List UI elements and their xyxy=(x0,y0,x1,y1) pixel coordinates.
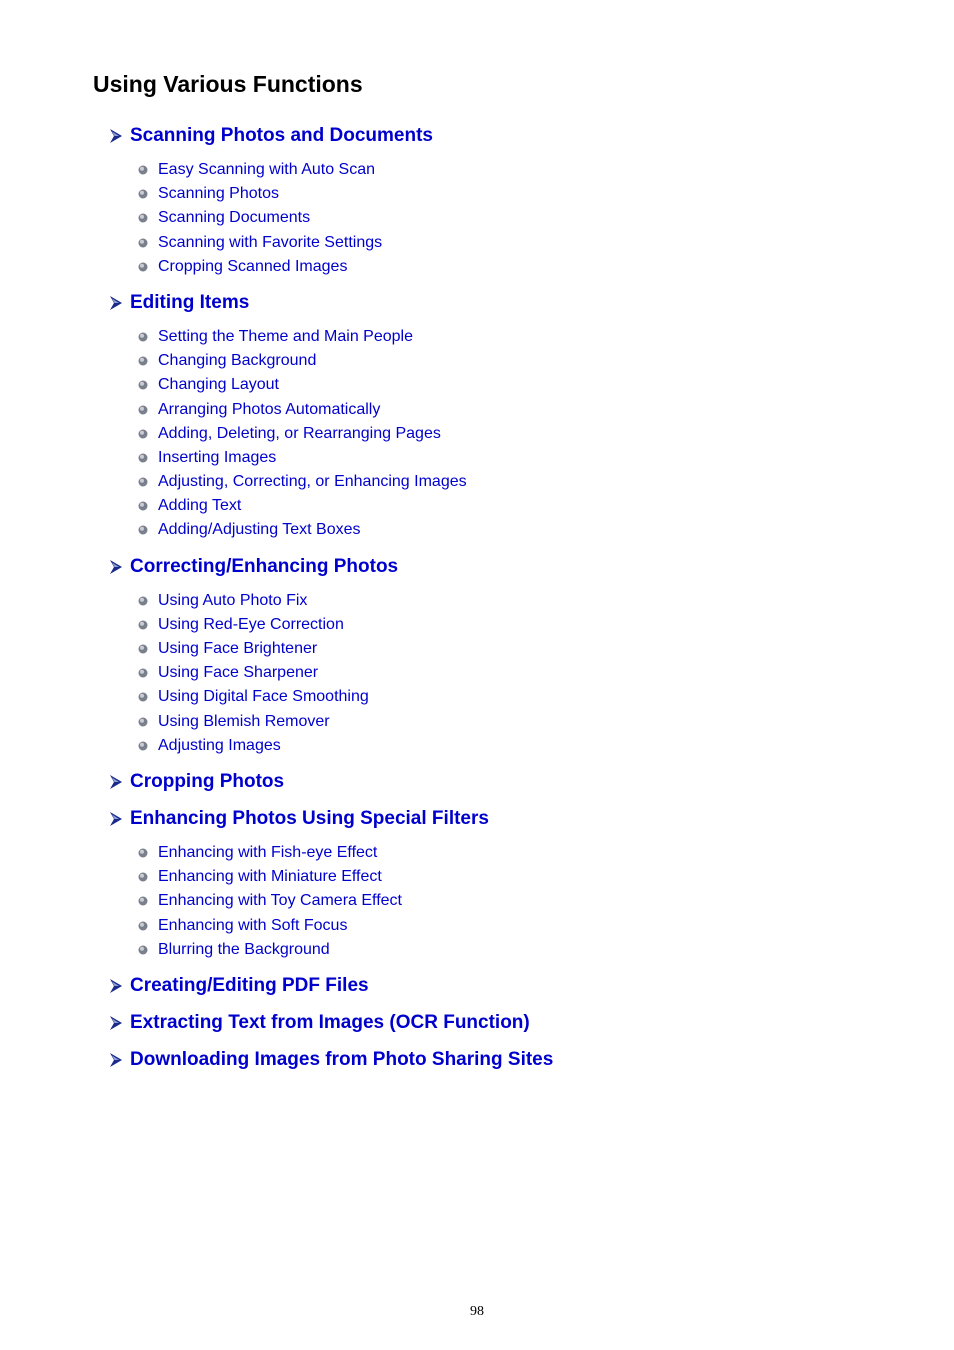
page-number: 98 xyxy=(470,1304,484,1319)
list-item xyxy=(0,841,954,865)
list-item xyxy=(0,494,954,518)
list-item xyxy=(0,422,954,446)
toc-section xyxy=(0,768,954,796)
round-bullet-icon xyxy=(138,741,148,751)
list-item xyxy=(0,865,954,889)
round-bullet-icon xyxy=(138,848,148,858)
round-bullet-icon xyxy=(138,262,148,272)
chevron-right-icon xyxy=(109,1052,123,1068)
section-item-list xyxy=(0,589,954,758)
chevron-right-icon xyxy=(109,295,123,311)
chevron-right-icon xyxy=(109,1015,123,1031)
section-link[interactable]: Cropping Photos xyxy=(130,770,285,792)
item-link[interactable]: Scanning Documents xyxy=(158,209,311,227)
section-item-list xyxy=(0,158,954,279)
round-bullet-icon xyxy=(138,644,148,654)
list-item xyxy=(0,661,954,685)
item-link[interactable]: Cropping Scanned Images xyxy=(158,257,348,275)
item-link[interactable]: Adjusting Images xyxy=(158,736,281,754)
list-item xyxy=(0,938,954,962)
list-item xyxy=(0,398,954,422)
item-link[interactable]: Using Face Brightener xyxy=(158,640,318,657)
round-bullet-icon xyxy=(138,380,148,390)
section-heading xyxy=(0,122,954,150)
list-item xyxy=(0,734,954,758)
round-bullet-icon xyxy=(138,525,148,535)
section-heading xyxy=(0,1009,954,1037)
item-link[interactable]: Using Auto Photo Fix xyxy=(158,591,308,609)
list-item xyxy=(0,470,954,494)
round-bullet-icon xyxy=(138,477,148,487)
section-link[interactable]: Editing Items xyxy=(130,291,250,313)
round-bullet-icon xyxy=(138,896,148,906)
item-link[interactable]: Arranging Photos Automatically xyxy=(158,400,381,418)
round-bullet-icon xyxy=(138,668,148,678)
list-item xyxy=(0,914,954,938)
toc-section xyxy=(0,1009,954,1037)
chevron-right-icon xyxy=(109,128,123,144)
item-link[interactable]: Using Face Sharpener xyxy=(158,664,319,682)
round-bullet-icon xyxy=(138,872,148,882)
list-item xyxy=(0,518,954,542)
item-link[interactable]: Changing Background xyxy=(158,352,317,370)
item-link[interactable]: Enhancing with Soft Focus xyxy=(158,916,348,934)
item-link[interactable]: Inserting Images xyxy=(158,448,277,466)
list-item xyxy=(0,889,954,913)
round-bullet-icon xyxy=(138,238,148,248)
list-item xyxy=(0,231,954,255)
toc-section xyxy=(0,1046,954,1074)
toc-section xyxy=(0,122,954,279)
section-item-list xyxy=(0,325,954,543)
item-link[interactable]: Scanning with Favorite Settings xyxy=(158,233,383,251)
list-item xyxy=(0,325,954,349)
list-item xyxy=(0,349,954,373)
round-bullet-icon xyxy=(138,429,148,439)
item-link[interactable]: Blurring the Background xyxy=(158,940,330,958)
page-title: Using Various Functions xyxy=(93,71,363,97)
list-item xyxy=(0,685,954,709)
item-link[interactable]: Enhancing with Miniature Effect xyxy=(158,868,382,886)
round-bullet-icon xyxy=(138,405,148,415)
round-bullet-icon xyxy=(138,165,148,175)
list-item xyxy=(0,613,954,637)
item-link[interactable]: Adding, Deleting, or Rearranging Pages xyxy=(158,424,441,442)
list-item xyxy=(0,446,954,470)
round-bullet-icon xyxy=(138,453,148,463)
chevron-right-icon xyxy=(109,559,123,575)
list-item xyxy=(0,710,954,734)
section-link[interactable]: Enhancing Photos Using Special Filters xyxy=(130,807,489,829)
section-link[interactable]: Correcting/Enhancing Photos xyxy=(130,555,399,577)
round-bullet-icon xyxy=(138,921,148,931)
round-bullet-icon xyxy=(138,213,148,223)
section-heading xyxy=(0,805,954,833)
section-link[interactable]: Creating/Editing PDF Files xyxy=(130,974,369,996)
section-heading xyxy=(0,768,954,796)
section-link[interactable]: Downloading Images from Photo Sharing Sites xyxy=(130,1048,554,1070)
item-link[interactable]: Enhancing with Toy Camera Effect xyxy=(158,892,402,910)
item-link[interactable]: Using Red-Eye Correction xyxy=(158,615,344,633)
round-bullet-icon xyxy=(138,620,148,630)
toc-section xyxy=(0,553,954,758)
list-item xyxy=(0,373,954,397)
toc-section xyxy=(0,289,954,543)
table-of-contents xyxy=(0,122,954,1083)
list-item xyxy=(0,206,954,230)
item-link[interactable]: Using Blemish Remover xyxy=(158,712,330,730)
round-bullet-icon xyxy=(138,945,148,955)
item-link[interactable]: Using Digital Face Smoothing xyxy=(158,688,369,706)
item-link[interactable]: Setting the Theme and Main People xyxy=(158,327,413,345)
round-bullet-icon xyxy=(138,596,148,606)
chevron-right-icon xyxy=(109,978,123,994)
list-item xyxy=(0,589,954,613)
item-link[interactable]: Adjusting, Correcting, or Enhancing Images xyxy=(158,473,467,491)
item-link[interactable]: Changing Layout xyxy=(158,376,279,394)
round-bullet-icon xyxy=(138,692,148,702)
section-heading xyxy=(0,972,954,1000)
toc-section xyxy=(0,972,954,1000)
item-link[interactable]: Adding/Adjusting Text Boxes xyxy=(158,521,361,539)
round-bullet-icon xyxy=(138,356,148,366)
list-item xyxy=(0,255,954,279)
round-bullet-icon xyxy=(138,332,148,342)
item-link[interactable]: Enhancing with Fish-eye Effect xyxy=(158,843,378,861)
round-bullet-icon xyxy=(138,189,148,199)
section-heading xyxy=(0,1046,954,1074)
round-bullet-icon xyxy=(138,501,148,511)
round-bullet-icon xyxy=(138,717,148,727)
section-link[interactable]: Scanning Photos and Documents xyxy=(130,125,433,146)
section-heading xyxy=(0,553,954,581)
section-item-list xyxy=(0,841,954,962)
item-link[interactable]: Easy Scanning with Auto Scan xyxy=(158,161,376,178)
list-item xyxy=(0,182,954,206)
chevron-right-icon xyxy=(109,774,123,790)
list-item xyxy=(0,158,954,182)
toc-section xyxy=(0,805,954,962)
item-link[interactable]: Adding Text xyxy=(158,497,242,515)
section-heading xyxy=(0,289,954,317)
list-item xyxy=(0,637,954,661)
section-link[interactable]: Extracting Text from Images (OCR Function) xyxy=(130,1011,530,1033)
item-link[interactable]: Scanning Photos xyxy=(158,185,279,203)
chevron-right-icon xyxy=(109,811,123,827)
